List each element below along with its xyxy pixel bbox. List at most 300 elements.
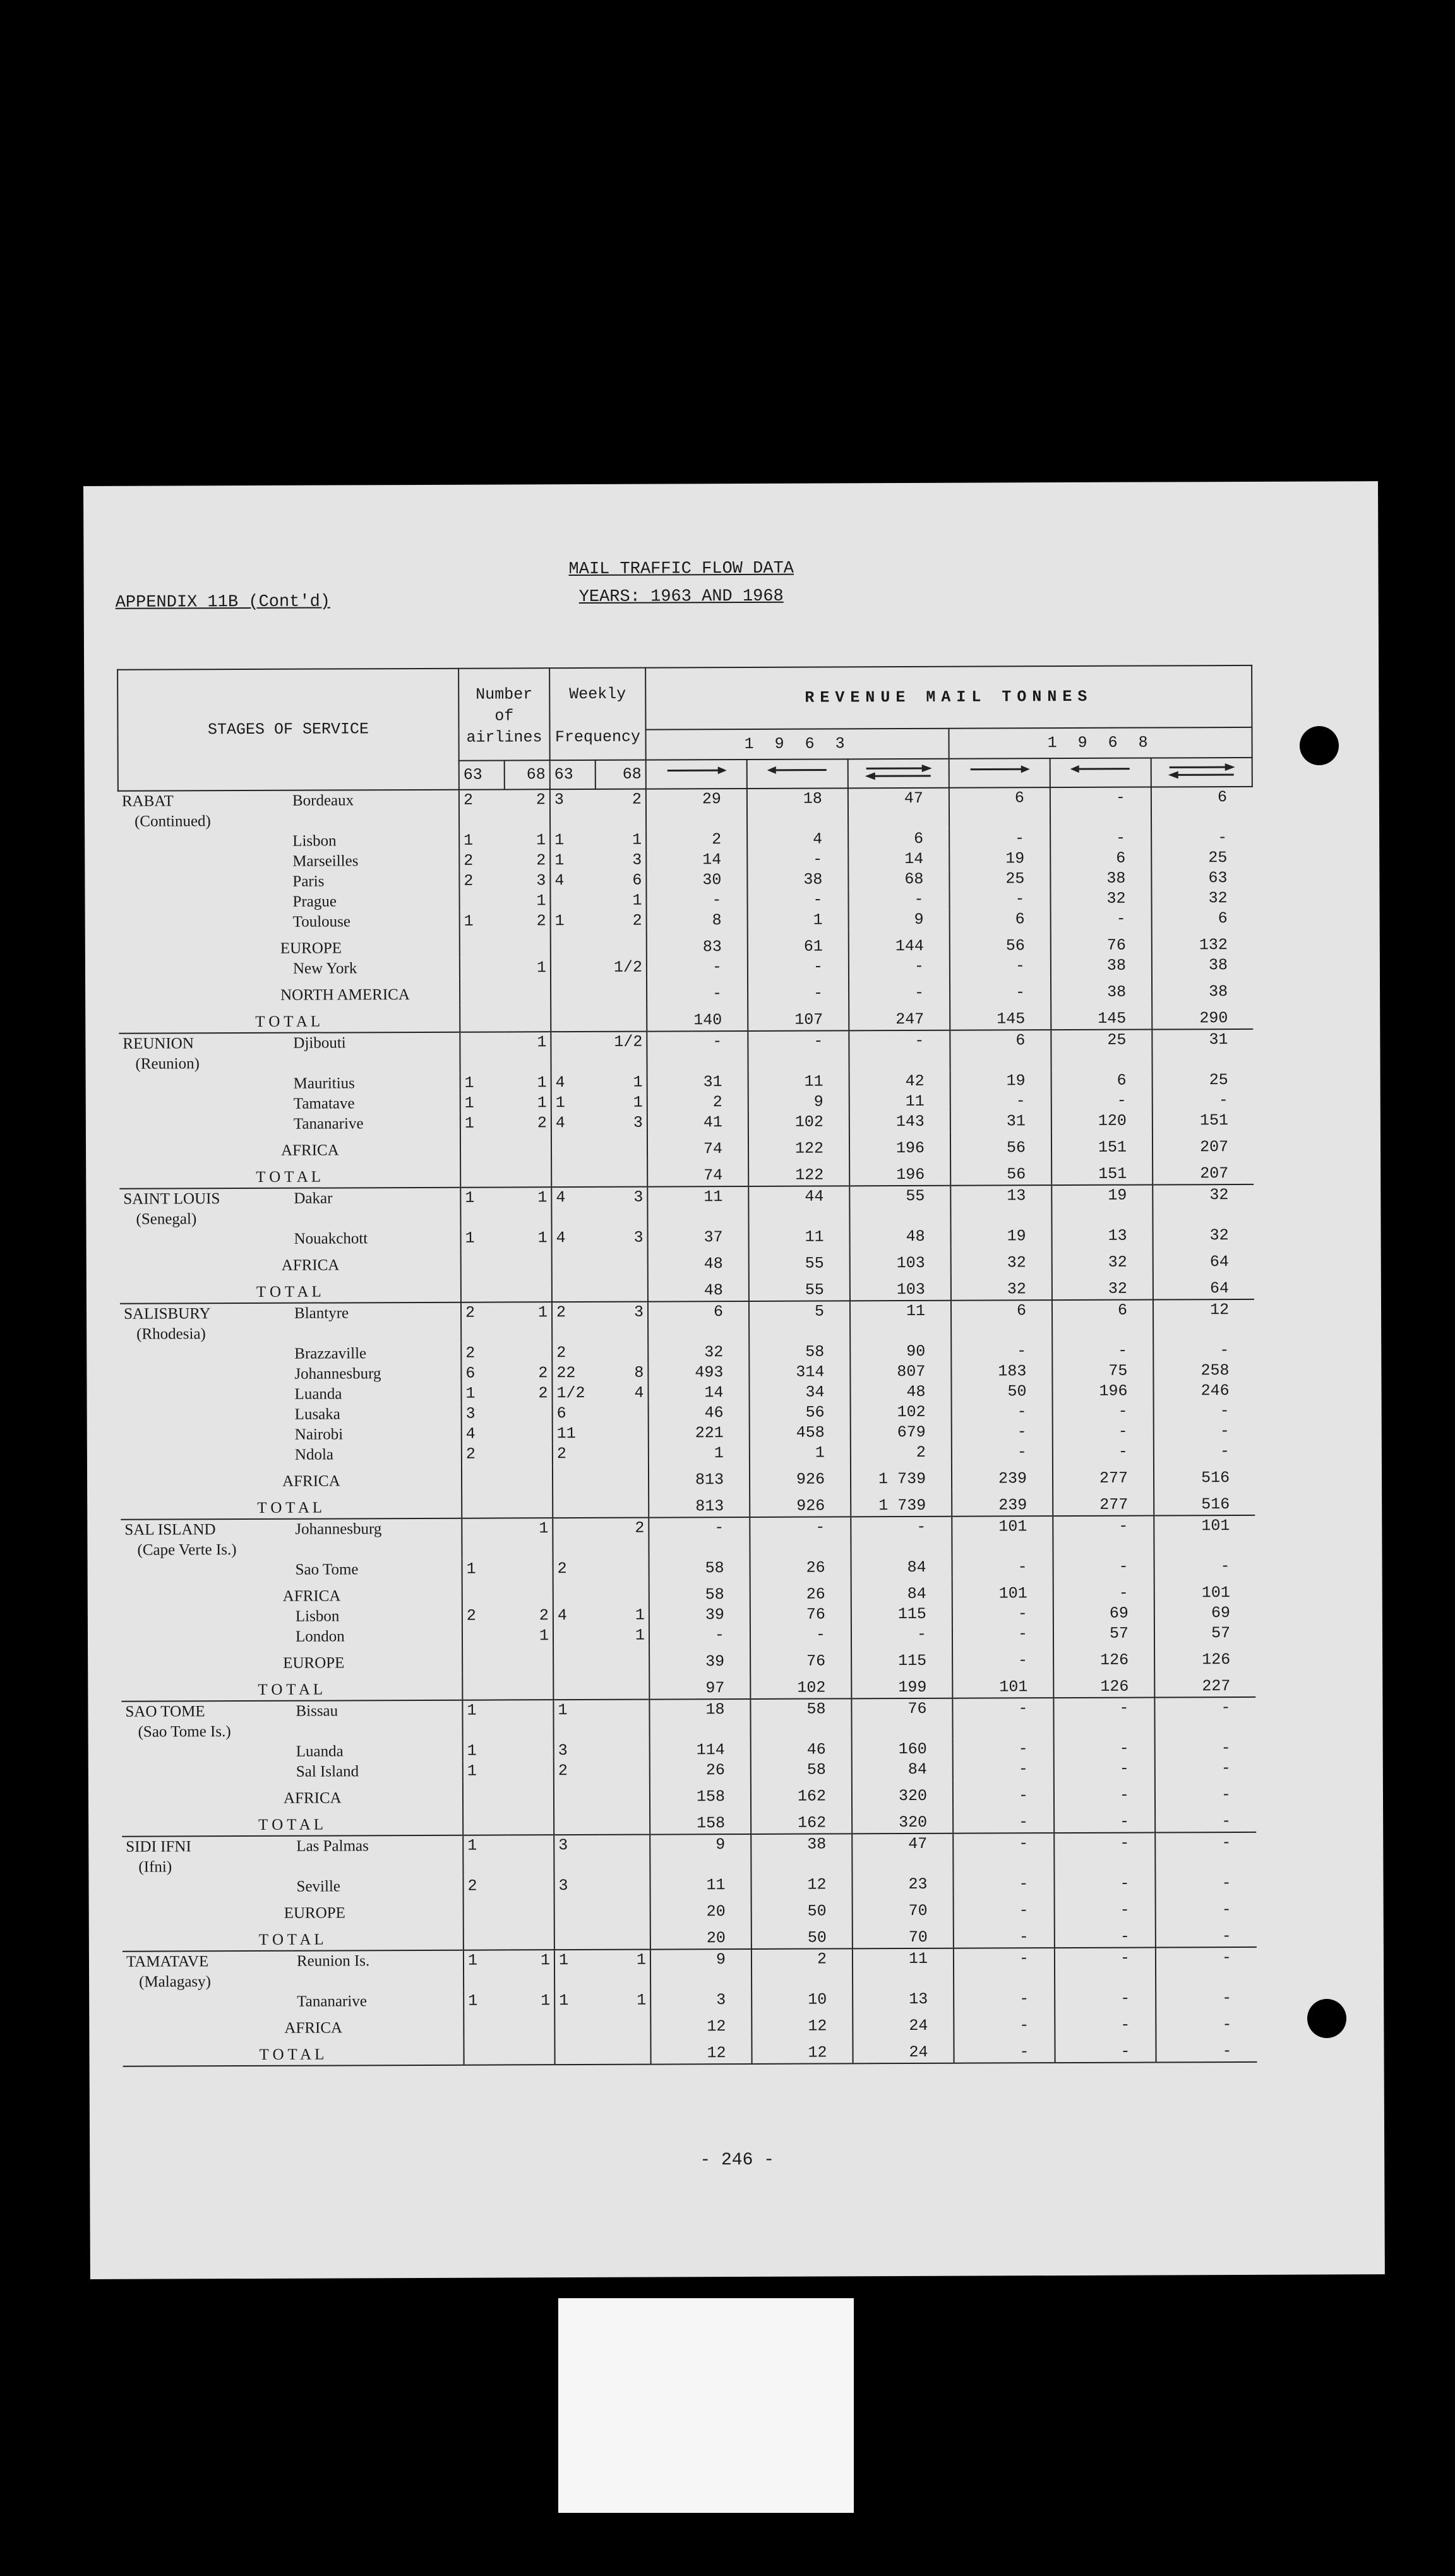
tonnes-in-1968-cell: - (1053, 1577, 1154, 1604)
destination-label: Johannesburg (294, 1365, 381, 1383)
tonnes-both-1963-cell: 90 (850, 1342, 951, 1363)
tonnes-both-1968-cell: - (1154, 1421, 1255, 1442)
outbound-arrow-icon (949, 758, 1050, 788)
inbound-arrow-icon (747, 759, 848, 789)
empty-cell (505, 931, 551, 958)
tonnes-in-1963-cell: 4 (747, 829, 848, 850)
tonnes-both-1963-cell: 160 (852, 1739, 953, 1760)
tonnes-in-1963-cell: 58 (751, 1760, 852, 1780)
year-1968-header: 1 9 6 8 (949, 727, 1252, 759)
tonnes-out-1968-cell: - (949, 828, 1050, 849)
tonnes-in-1963-cell: 1 (748, 910, 849, 931)
tonnes-both-1968-cell: 516 (1154, 1488, 1255, 1516)
airlines-1963-cell: 2 (462, 1606, 508, 1626)
origin-country: (Senegal) (136, 1210, 197, 1228)
tonnes-both-1968-cell: 207 (1153, 1157, 1254, 1185)
origin-country: (Sao Tome Is.) (138, 1723, 231, 1741)
empty-cell (509, 2037, 554, 2065)
tonnes-out-1968-cell: - (954, 1989, 1055, 2010)
airlines-1963-cell: 2 (459, 789, 505, 830)
destination-label: Luanda (296, 1743, 344, 1760)
tonnes-both-1968-cell: - (1153, 1090, 1254, 1111)
tonnes-in-1963-cell: 38 (751, 1834, 852, 1875)
frequency-1963-cell: 3 (550, 789, 596, 830)
tonnes-both-1963-cell: 2 (851, 1443, 952, 1464)
tonnes-both-1963-cell: 68 (848, 869, 949, 890)
total-label: T O T A L (256, 1283, 321, 1301)
tonnes-out-1968-cell: - (953, 1779, 1054, 1806)
document-title: MAIL TRAFFIC FLOW DATA (568, 559, 794, 580)
airlines-1963-cell: 1 (461, 1228, 506, 1248)
tonnes-both-1968-cell: 57 (1154, 1623, 1255, 1644)
airlines-63-header: 63 (459, 760, 505, 789)
frequency-1963-cell: 2 (554, 1761, 599, 1781)
tonnes-both-1968-cell: 64 (1153, 1272, 1254, 1300)
tonnes-in-1963-cell: 50 (751, 1921, 853, 1949)
tonnes-both-1968-cell: 32 (1153, 1184, 1254, 1226)
tonnes-in-1968-cell: - (1054, 1758, 1155, 1779)
tonnes-in-1963-cell: 58 (750, 1698, 851, 1740)
tonnes-in-1968-cell: 6 (1052, 1300, 1153, 1342)
airlines-1963-cell: 1 (462, 1559, 508, 1579)
origin-name: SAINT LOUIS (123, 1190, 220, 1208)
airlines-header: Number of airlines (458, 668, 550, 761)
tonnes-in-1968-cell: 277 (1053, 1462, 1154, 1489)
table-row (121, 1515, 1255, 1561)
tonnes-out-1968-cell: 19 (950, 1071, 1051, 1092)
airlines-1963-cell: 2 (461, 1343, 506, 1363)
empty-cell (597, 1133, 647, 1160)
tonnes-in-1968-cell: 38 (1051, 976, 1152, 1003)
frequency-1963-cell (551, 1032, 596, 1073)
tonnes-out-1968-cell: 32 (951, 1273, 1052, 1301)
destination-label: Blantyre (294, 1304, 349, 1322)
tonnes-out-1968-cell: - (950, 956, 1051, 977)
empty-cell (554, 2011, 600, 2037)
tonnes-both-1963-cell: 11 (853, 1948, 954, 1990)
destination-label: London (295, 1628, 345, 1645)
tonnes-both-1963-cell: 47 (852, 1834, 953, 1875)
blank-card (558, 2298, 854, 2513)
binder-hole (1307, 1999, 1346, 2038)
airlines-1963-cell: 1 (460, 1093, 506, 1113)
tonnes-out-1963-cell: 20 (650, 1895, 751, 1923)
inbound-arrow-icon (1050, 758, 1151, 788)
airlines-1963-cell: 2 (459, 850, 505, 871)
frequency-1968-cell: 8 (634, 1363, 644, 1382)
tonnes-both-1963-cell: 679 (851, 1422, 952, 1443)
frequency-1963-cell: 1 (550, 850, 596, 871)
empty-cell (597, 1248, 648, 1275)
airlines-1968-cell (506, 1343, 552, 1363)
frequency-1968-cell: 3 (633, 1228, 644, 1247)
frequency-1963-cell: 1 (553, 1700, 599, 1741)
tonnes-both-1968-cell: - (1156, 1893, 1257, 1921)
frequency-1963-cell: 4 (551, 1113, 597, 1133)
frequency-1968-cell (599, 1559, 649, 1579)
empty-cell (505, 978, 551, 1005)
tonnes-out-1968-cell: - (952, 1624, 1053, 1645)
tonnes-out-1968-cell: - (953, 1833, 1054, 1875)
region-subtotal-label: EUROPE (283, 1654, 345, 1672)
table-row (119, 1002, 1253, 1034)
frequency-1963-cell: 1 (551, 911, 596, 931)
tonnes-out-1963-cell: 1 (649, 1443, 750, 1464)
tonnes-in-1968-cell: - (1055, 1988, 1156, 2009)
frequency-1968-cell: 3 (633, 1113, 643, 1132)
empty-cell (460, 931, 505, 958)
tonnes-both-1968-cell: 31 (1152, 1029, 1253, 1071)
tonnes-out-1968-cell: 6 (949, 787, 1050, 829)
tonnes-both-1963-cell: 48 (850, 1382, 951, 1403)
airlines-1963-cell: 2 (463, 1876, 508, 1896)
tonnes-in-1968-cell: 151 (1051, 1131, 1153, 1159)
region-subtotal-label: AFRICA (280, 1142, 339, 1159)
airlines-1963-cell: 6 (461, 1363, 506, 1383)
tonnes-both-1963-cell: 320 (852, 1806, 953, 1834)
tonnes-out-1963-cell: 221 (649, 1423, 750, 1444)
empty-cell (464, 1923, 509, 1950)
tonnes-out-1963-cell: 114 (650, 1740, 751, 1761)
airlines-1968-cell (508, 1700, 553, 1741)
empty-cell (554, 1896, 600, 1923)
frequency-1968-cell: 3 (632, 850, 642, 869)
tonnes-in-1968-cell: 57 (1053, 1624, 1154, 1645)
destination-label: Lisbon (292, 832, 337, 850)
airlines-1963-cell: 1 (464, 1950, 509, 1991)
empty-cell (554, 1923, 600, 1950)
tonnes-both-1963-cell: 42 (849, 1071, 950, 1092)
tonnes-in-1963-cell: 50 (751, 1895, 853, 1922)
frequency-1963-cell: 1 (551, 1093, 597, 1113)
frequency-1963-cell: 3 (554, 1876, 599, 1896)
tonnes-out-1963-cell: 58 (649, 1578, 750, 1606)
tonnes-both-1968-cell: - (1156, 1988, 1257, 2009)
airlines-1968-cell: 2 (536, 912, 546, 931)
tonnes-in-1968-cell: 126 (1053, 1644, 1154, 1671)
tonnes-out-1968-cell: - (954, 1948, 1055, 1989)
region-subtotal-label: AFRICA (284, 2019, 343, 2037)
tonnes-in-1963-cell: 76 (750, 1604, 851, 1625)
tonnes-out-1968-cell: 239 (952, 1489, 1053, 1517)
table-row (123, 1947, 1257, 1993)
origin-station (123, 1034, 287, 1075)
airlines-1963-cell: 4 (462, 1424, 507, 1444)
empty-cell (507, 1464, 553, 1491)
origin-country: (Reunion) (135, 1055, 200, 1073)
tonnes-in-1968-cell: - (1054, 1873, 1155, 1894)
frequency-1963-cell (551, 958, 596, 978)
empty-cell (460, 1160, 506, 1187)
tonnes-out-1963-cell: - (646, 890, 747, 911)
airlines-1963-cell: 1 (464, 1991, 509, 2011)
frequency-1963-cell: 2 (553, 1444, 598, 1464)
tonnes-in-1963-cell: 122 (748, 1159, 849, 1186)
tonnes-in-1963-cell: 314 (749, 1362, 850, 1383)
airlines-1968-cell: 1 (537, 1073, 547, 1092)
frequency-1968-cell (599, 1835, 650, 1876)
tonnes-in-1963-cell: - (750, 1517, 851, 1558)
tonnes-in-1963-cell: 102 (748, 1112, 849, 1133)
frequency-1963-cell: 2 (553, 1559, 599, 1579)
destination-label: Bordeaux (292, 792, 354, 809)
tonnes-both-1963-cell: 84 (852, 1760, 953, 1780)
frequency-1968-cell: 3 (597, 1302, 648, 1343)
revenue-header: REVENUE MAIL TONNES (645, 665, 1252, 730)
tonnes-in-1963-cell: 34 (749, 1382, 850, 1403)
tonnes-out-1963-cell: 83 (647, 931, 748, 958)
empty-cell (554, 2037, 600, 2065)
destination-label: Marseilles (292, 852, 359, 870)
year-1963-header: 1 9 6 3 (645, 729, 949, 760)
outbound-arrow-icon (646, 760, 747, 789)
document-page (83, 481, 1385, 2279)
tonnes-out-1968-cell: 101 (952, 1671, 1053, 1698)
tonnes-in-1968-cell: - (1050, 787, 1151, 829)
airlines-1968-cell (507, 1444, 553, 1464)
tonnes-out-1963-cell: 2 (647, 1092, 748, 1113)
total-label: T O T A L (256, 1168, 321, 1186)
empty-cell (509, 2011, 554, 2037)
region-subtotal-label: EUROPE (284, 1904, 345, 1922)
airlines-1963-cell: 1 (460, 1073, 506, 1093)
tonnes-in-1968-cell: - (1054, 1739, 1155, 1760)
frequency-1963-cell: 6 (553, 1404, 598, 1424)
tonnes-both-1963-cell: 11 (849, 1092, 950, 1112)
frequency-1968-cell (598, 1404, 649, 1424)
tonnes-both-1968-cell: 64 (1153, 1246, 1254, 1273)
tonnes-both-1968-cell: - (1154, 1401, 1255, 1422)
tonnes-out-1968-cell: - (952, 1422, 1053, 1443)
frequency-1963-cell (550, 891, 596, 911)
tonnes-out-1963-cell: 37 (648, 1227, 749, 1248)
empty-cell (553, 1491, 598, 1518)
tonnes-out-1963-cell: - (649, 1517, 750, 1559)
tonnes-out-1968-cell: - (950, 1091, 1051, 1112)
tonnes-both-1963-cell: 115 (851, 1604, 952, 1625)
page-number: - 246 - (700, 2150, 775, 2171)
tonnes-in-1968-cell: - (1053, 1516, 1154, 1558)
tonnes-out-1968-cell: 101 (952, 1577, 1053, 1604)
total-label: T O T A L (257, 1499, 323, 1517)
tonnes-out-1963-cell: 31 (647, 1072, 748, 1093)
destination-label: Nairobi (294, 1426, 344, 1443)
destination-label: Paris (292, 873, 325, 890)
tonnes-both-1968-cell: - (1154, 1556, 1255, 1577)
airlines-1968-cell: 2 (539, 1606, 549, 1625)
tonnes-out-1968-cell: 183 (951, 1361, 1052, 1382)
tonnes-out-1968-cell: - (953, 1874, 1054, 1895)
tonnes-both-1963-cell: 320 (852, 1780, 953, 1807)
destination-label: Nouakchott (294, 1230, 368, 1248)
airlines-1963-cell: 2 (459, 871, 505, 891)
destination-label: Mauritius (293, 1075, 355, 1092)
tonnes-both-1968-cell: 126 (1154, 1643, 1255, 1671)
airlines-1968-cell: 2 (538, 1384, 548, 1403)
origin-station (126, 1837, 290, 1878)
table-row (119, 1184, 1254, 1230)
tonnes-both-1963-cell: - (849, 957, 950, 977)
tonnes-out-1963-cell: 26 (650, 1760, 751, 1781)
tonnes-out-1968-cell: 50 (951, 1381, 1052, 1402)
tonnes-both-1963-cell: 84 (851, 1578, 952, 1605)
frequency-1963-cell: 1 (554, 1991, 600, 2011)
tonnes-in-1968-cell: 38 (1050, 869, 1151, 890)
tonnes-both-1963-cell: 14 (848, 849, 949, 870)
tonnes-out-1963-cell: 32 (648, 1342, 749, 1363)
frequency-1968-cell (599, 1876, 650, 1896)
region-subtotal-label: AFRICA (282, 1472, 340, 1490)
destination-label: Prague (292, 893, 337, 910)
tonnes-out-1963-cell: 813 (649, 1490, 750, 1518)
tonnes-both-1963-cell: 144 (849, 930, 950, 957)
tonnes-in-1963-cell: 38 (747, 869, 848, 890)
tonnes-out-1968-cell: - (953, 1759, 1054, 1780)
tonnes-both-1968-cell: 290 (1152, 1002, 1253, 1030)
airlines-1968-cell: 1 (507, 1518, 553, 1559)
tonnes-out-1968-cell: 32 (951, 1246, 1052, 1273)
frequency-1963-cell: 1 (550, 830, 596, 850)
tonnes-out-1963-cell: 8 (647, 910, 748, 931)
tonnes-in-1968-cell: - (1054, 1832, 1155, 1874)
tonnes-in-1963-cell: 11 (748, 1071, 849, 1092)
empty-cell (460, 978, 505, 1005)
destination-label: Las Palmas (296, 1837, 369, 1855)
empty-cell (508, 1673, 553, 1700)
tonnes-in-1963-cell: - (748, 1030, 849, 1072)
tonnes-both-1968-cell: 101 (1154, 1515, 1255, 1557)
tonnes-out-1968-cell: 101 (952, 1516, 1053, 1558)
airlines-1963-cell: 1 (463, 1741, 508, 1761)
empty-cell (508, 1579, 553, 1606)
frequency-1968-cell: 1 (637, 1991, 647, 2010)
tonnes-in-1963-cell: 46 (751, 1739, 852, 1760)
tonnes-in-1968-cell: - (1051, 909, 1152, 930)
frequency-1963-cell: 4 (551, 1187, 597, 1228)
frequency-1963-cell (553, 1518, 598, 1559)
destination-label: Tananarive (293, 1115, 364, 1133)
origin-name: REUNION (123, 1035, 194, 1052)
tonnes-in-1963-cell: 102 (750, 1671, 851, 1699)
region-subtotal-label: EUROPE (280, 939, 342, 957)
tonnes-in-1968-cell: - (1055, 1920, 1156, 1948)
airlines-1968-cell: 1 (506, 1187, 551, 1228)
tonnes-in-1963-cell: 76 (750, 1645, 851, 1672)
tonnes-in-1963-cell: 26 (750, 1578, 851, 1605)
tonnes-out-1963-cell: 11 (647, 1186, 748, 1228)
airlines-1963-cell (462, 1518, 507, 1559)
airlines-1963-cell: 1 (459, 830, 505, 850)
tonnes-out-1968-cell: - (952, 1557, 1053, 1578)
appendix-label: APPENDIX 11B (Cont'd) (115, 592, 331, 612)
tonnes-both-1968-cell: - (1153, 1340, 1254, 1361)
total-label: T O T A L (259, 2046, 325, 2063)
tonnes-both-1963-cell: 9 (849, 910, 950, 931)
tonnes-both-1963-cell: 247 (849, 1003, 950, 1031)
tonnes-in-1968-cell: - (1051, 1091, 1153, 1112)
tonnes-both-1968-cell: - (1156, 1920, 1257, 1948)
tonnes-both-1968-cell: 25 (1151, 848, 1252, 869)
empty-cell (505, 1005, 551, 1032)
tonnes-both-1963-cell: 103 (850, 1273, 951, 1301)
frequency-1968-cell (598, 1444, 649, 1464)
frequency-1963-cell: 4 (551, 1073, 597, 1093)
empty-cell (596, 1005, 647, 1032)
origin-station (124, 1520, 289, 1561)
destination-label: Lusaka (294, 1405, 340, 1423)
destination-label: Dakar (294, 1190, 333, 1207)
empty-cell (596, 931, 647, 958)
tonnes-in-1968-cell: 126 (1053, 1671, 1154, 1698)
tonnes-in-1968-cell: 6 (1050, 849, 1151, 869)
tonnes-both-1968-cell: - (1154, 1441, 1255, 1462)
frequency-1968-cell: 1/2 (596, 1032, 647, 1073)
tonnes-in-1963-cell: 5 (749, 1301, 850, 1342)
airlines-1963-cell: 3 (462, 1404, 507, 1424)
tonnes-both-1963-cell: 143 (849, 1112, 950, 1133)
empty-cell (599, 1673, 649, 1700)
empty-cell (508, 1781, 554, 1808)
frequency-1963-cell: 11 (553, 1424, 598, 1444)
empty-cell (462, 1491, 507, 1518)
tonnes-both-1968-cell: - (1155, 1873, 1256, 1894)
empty-cell (509, 1896, 554, 1923)
airlines-1968-cell: 2 (538, 1364, 548, 1383)
tonnes-in-1963-cell: 926 (750, 1463, 851, 1490)
tonnes-both-1963-cell: 1 739 (851, 1489, 952, 1517)
tonnes-both-1963-cell: 23 (852, 1875, 953, 1895)
both-directions-arrow-icon (1151, 758, 1252, 787)
tonnes-out-1968-cell: 19 (949, 849, 1050, 869)
tonnes-out-1963-cell: - (647, 977, 748, 1005)
tonnes-both-1968-cell: 246 (1153, 1381, 1254, 1402)
table-row (120, 1246, 1254, 1277)
empty-cell (554, 1808, 599, 1835)
empty-cell (461, 1275, 506, 1302)
empty-cell (509, 1923, 554, 1950)
airlines-1968-cell (508, 1876, 554, 1896)
tonnes-out-1968-cell: - (951, 1341, 1052, 1362)
empty-cell (598, 1464, 649, 1491)
origin-name: TAMATAVE (126, 1953, 209, 1971)
tonnes-in-1963-cell: 458 (750, 1422, 851, 1443)
airlines-1968-cell: 1 (505, 1032, 551, 1073)
destination-label: Ndola (294, 1446, 334, 1464)
airlines-1963-cell: 1 (460, 1187, 506, 1228)
tonnes-both-1963-cell: 24 (853, 2010, 954, 2037)
table-row (121, 1670, 1255, 1702)
tonnes-both-1963-cell: - (851, 1517, 952, 1558)
table-row (121, 1488, 1255, 1520)
tonnes-out-1968-cell: - (953, 1739, 1054, 1760)
tonnes-out-1963-cell: 9 (650, 1834, 751, 1876)
tonnes-in-1963-cell: 58 (749, 1342, 850, 1363)
total-label: T O T A L (258, 1681, 323, 1698)
tonnes-both-1968-cell: - (1155, 1805, 1256, 1833)
tonnes-both-1968-cell: 32 (1151, 888, 1252, 909)
tonnes-both-1963-cell: 102 (851, 1402, 952, 1423)
frequency-1963-cell: 1/2 (552, 1383, 597, 1404)
stages-header: STAGES OF SERVICE (117, 669, 459, 791)
tonnes-both-1968-cell: - (1154, 1697, 1255, 1739)
tonnes-in-1968-cell: - (1055, 1947, 1156, 1989)
tonnes-both-1963-cell: 1 739 (851, 1463, 952, 1490)
tonnes-both-1968-cell: 151 (1153, 1111, 1254, 1131)
empty-cell (597, 1275, 648, 1302)
empty-cell (464, 1896, 509, 1923)
tonnes-out-1968-cell: - (950, 976, 1051, 1003)
frequency-1968-cell: 1 (635, 1606, 645, 1625)
